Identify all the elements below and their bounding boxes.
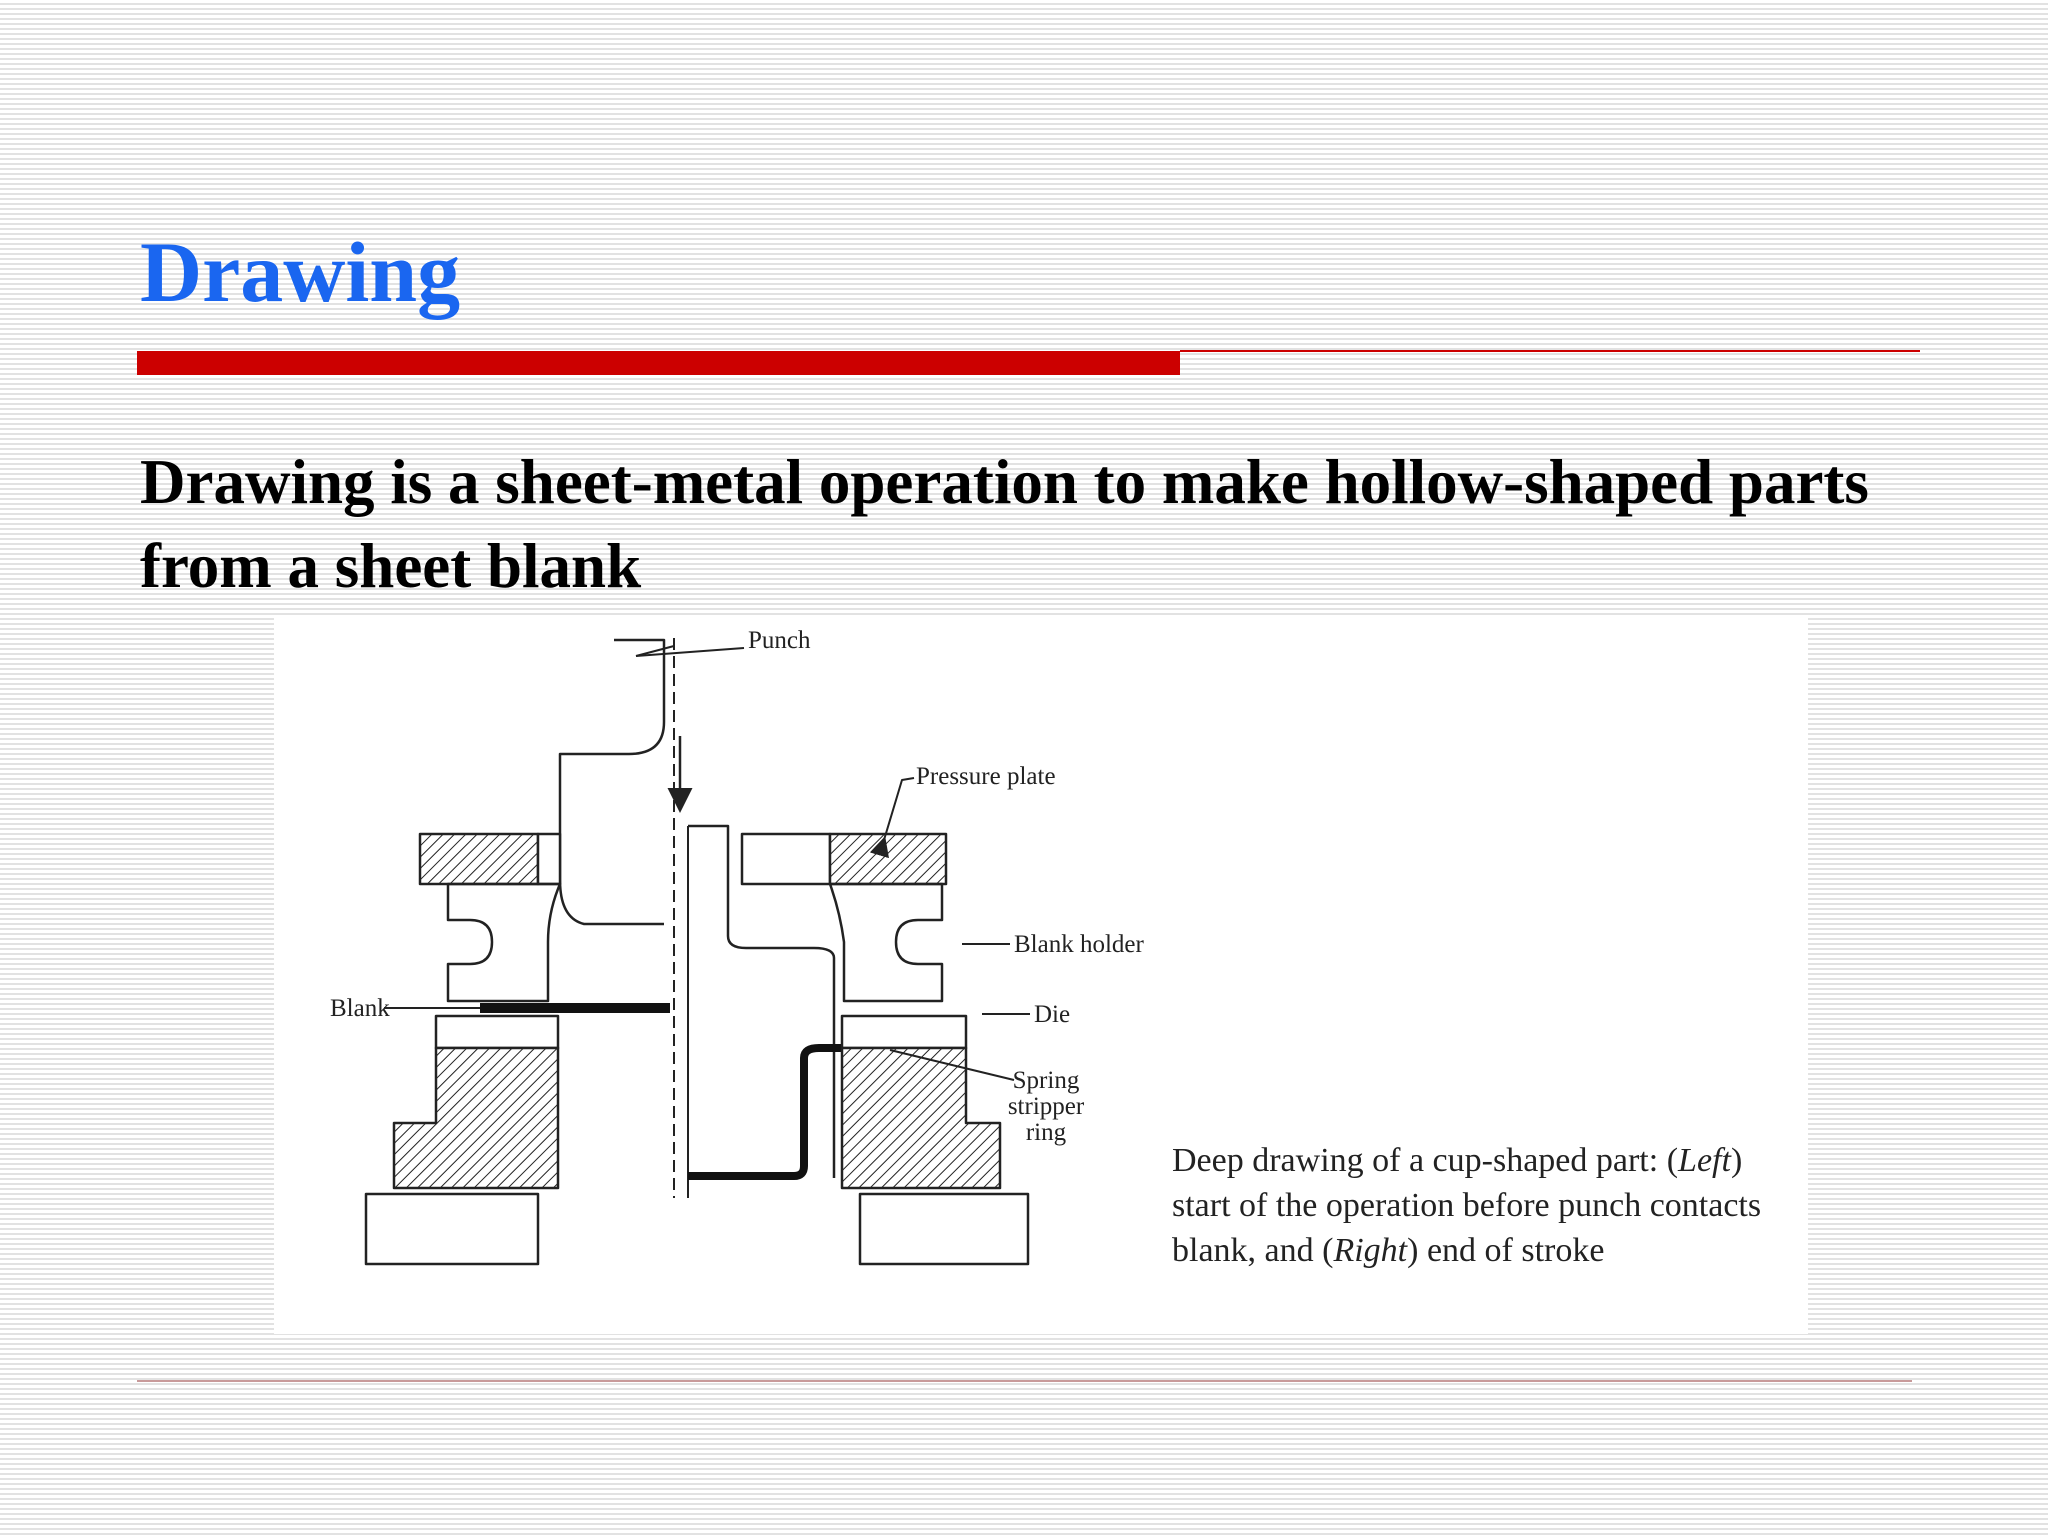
label-spring-3: ring (1025, 1119, 1067, 1146)
caption-part-4: ) end of stroke (1407, 1232, 1605, 1269)
caption-part-2: ( (1666, 1142, 1679, 1179)
caption-right-word: Right (1333, 1232, 1408, 1269)
right-base (860, 1194, 1028, 1264)
pressure-plate-leader (884, 778, 914, 840)
left-die (394, 1048, 558, 1188)
right-pressure-plate (742, 834, 830, 884)
footer-rule (137, 1380, 1912, 1382)
label-spring-1: Spring (1012, 1067, 1080, 1094)
left-pressure-plate (420, 834, 538, 884)
label-die: Die (1034, 1001, 1071, 1028)
left-base (366, 1194, 538, 1264)
label-blank-holder: Blank holder (1014, 931, 1144, 958)
right-blank-holder (830, 884, 942, 1001)
caption-part-3: ) start of the operation before punch contacts blank, and ( (1172, 1142, 1762, 1269)
title-underline-thin (1180, 350, 1920, 352)
slide-title: Drawing (140, 224, 461, 320)
caption-left-word: Left (1678, 1142, 1731, 1179)
title-underline-bar (137, 351, 1180, 375)
label-pressure-plate: Pressure plate (916, 763, 1056, 790)
figure-caption (1172, 1138, 1792, 1273)
left-blank (480, 1003, 670, 1013)
caption-part-1: Deep drawing of a cup-shaped part: (1172, 1142, 1659, 1179)
label-punch: Punch (748, 627, 811, 654)
left-blank-holder (448, 884, 560, 1001)
slide-body-text: Drawing is a sheet-metal operation to make hollow-shaped parts from a sheet blank (140, 447, 1869, 601)
label-blank: Blank (330, 995, 390, 1022)
label-spring-2: stripper (1007, 1093, 1085, 1120)
left-punch (560, 640, 664, 924)
left-die-top (436, 1016, 558, 1048)
deep-drawing-figure (274, 618, 1808, 1334)
right-die-top (842, 1016, 966, 1048)
right-die (842, 1048, 1000, 1188)
right-cup (688, 1048, 842, 1176)
